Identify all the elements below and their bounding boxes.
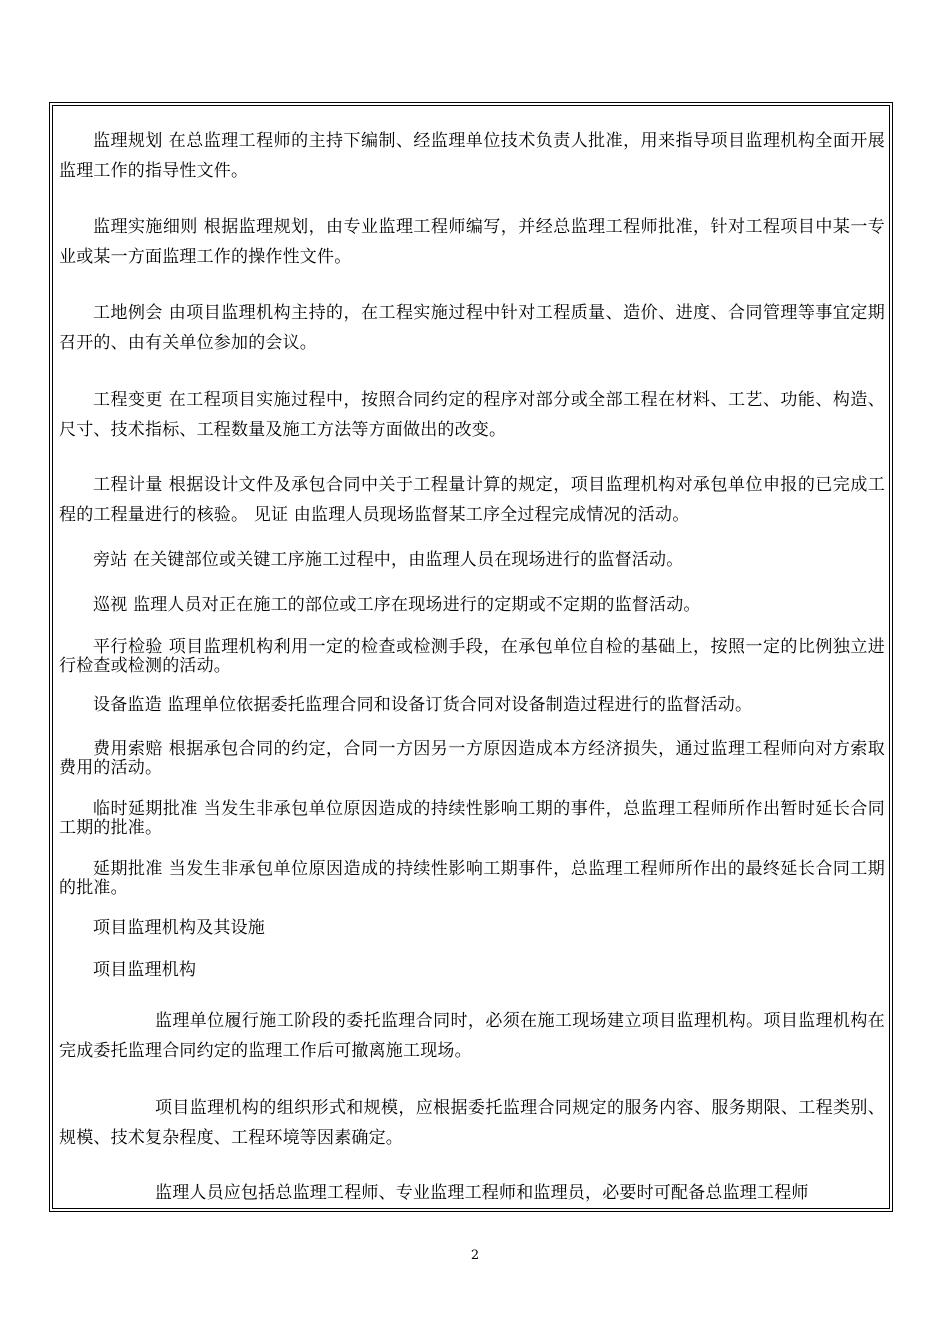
page-number: 2 bbox=[470, 1248, 480, 1263]
paragraph-personnel: 监理人员应包括总监理工程师、专业监理工程师和监理员，必要时可配备总监理工程师 bbox=[155, 1183, 809, 1203]
section-heading-organization: 项目监理机构 bbox=[93, 960, 197, 980]
paragraph-inspection-tour: 巡视 监理人员对正在施工的部位或工序在现场进行的定期或不定期的监督活动。 bbox=[93, 595, 701, 615]
paragraph-supervision-plan: 监理规划 在总监理工程师的主持下编制、经监理单位技术负责人批准，用来指导项目监理机构全面开展监理工作的指导性文件。 bbox=[59, 131, 885, 181]
paragraph-equipment-supervision: 设备监造 监理单位依据委托监理合同和设备订货合同对设备制造过程进行的监督活动。 bbox=[93, 695, 753, 715]
document-frame bbox=[49, 102, 893, 1212]
paragraph-extension-approval: 延期批准 当发生非承包单位原因造成的持续性影响工期事件，总监理工程师所作出的最终延长合同工期的批准。 bbox=[59, 859, 885, 898]
paragraph-engineering-change: 工程变更 在工程项目实施过程中，按照合同约定的程序对部分或全部工程在材料、工艺、功能、构造、尺寸、技术指标、工程数量及施工方法等方面做出的改变。 bbox=[59, 390, 885, 440]
paragraph-implementation-details: 监理实施细则 根据监理规划，由专业监理工程师编写，并经总监理工程师批准，针对工程项目中某一专业或某一方面监理工作的操作性文件。 bbox=[59, 217, 885, 267]
paragraph-site-meeting: 工地例会 由项目监理机构主持的，在工程实施过程中针对工程质量、造价、进度、合同管理等事宜定期召开的、由有关单位参加的会议。 bbox=[59, 303, 885, 353]
document-frame-inner bbox=[52, 105, 890, 1209]
section-heading-organization-facilities: 项目监理机构及其设施 bbox=[93, 918, 265, 938]
paragraph-temporary-extension: 临时延期批准 当发生非承包单位原因造成的持续性影响工期的事件，总监理工程师所作出暂时延长合同工期的批准。 bbox=[59, 799, 885, 838]
paragraph-parallel-check: 平行检验 项目监理机构利用一定的检查或检测手段，在承包单位自检的基础上，按照一定的比例独立进行检查或检测的活动。 bbox=[59, 637, 885, 676]
paragraph-expense-claim: 费用索赔 根据承包合同的约定，合同一方因另一方原因造成本方经济损失，通过监理工程师向对方索取费用的活动。 bbox=[59, 739, 885, 778]
paragraph-organization-setup: 监理单位履行施工阶段的委托监理合同时，必须在施工现场建立项目监理机构。项目监理机构在完成委托监理合同约定的监理工作后可撤离施工现场。 bbox=[59, 1011, 885, 1061]
paragraph-measurement-witness: 工程计量 根据设计文件及承包合同中关于工程量计算的规定，项目监理机构对承包单位申报的已完成工程的工程量进行的核验。 见证 由监理人员现场监督某工序全过程完成情况的活动。 bbox=[59, 475, 885, 525]
paragraph-side-station: 旁站 在关键部位或关键工序施工过程中，由监理人员在现场进行的监督活动。 bbox=[93, 550, 684, 570]
paragraph-organization-scale: 项目监理机构的组织形式和规模，应根据委托监理合同规定的服务内容、服务期限、工程类别、规模、技术复杂程度、工程环境等因素确定。 bbox=[59, 1098, 885, 1148]
